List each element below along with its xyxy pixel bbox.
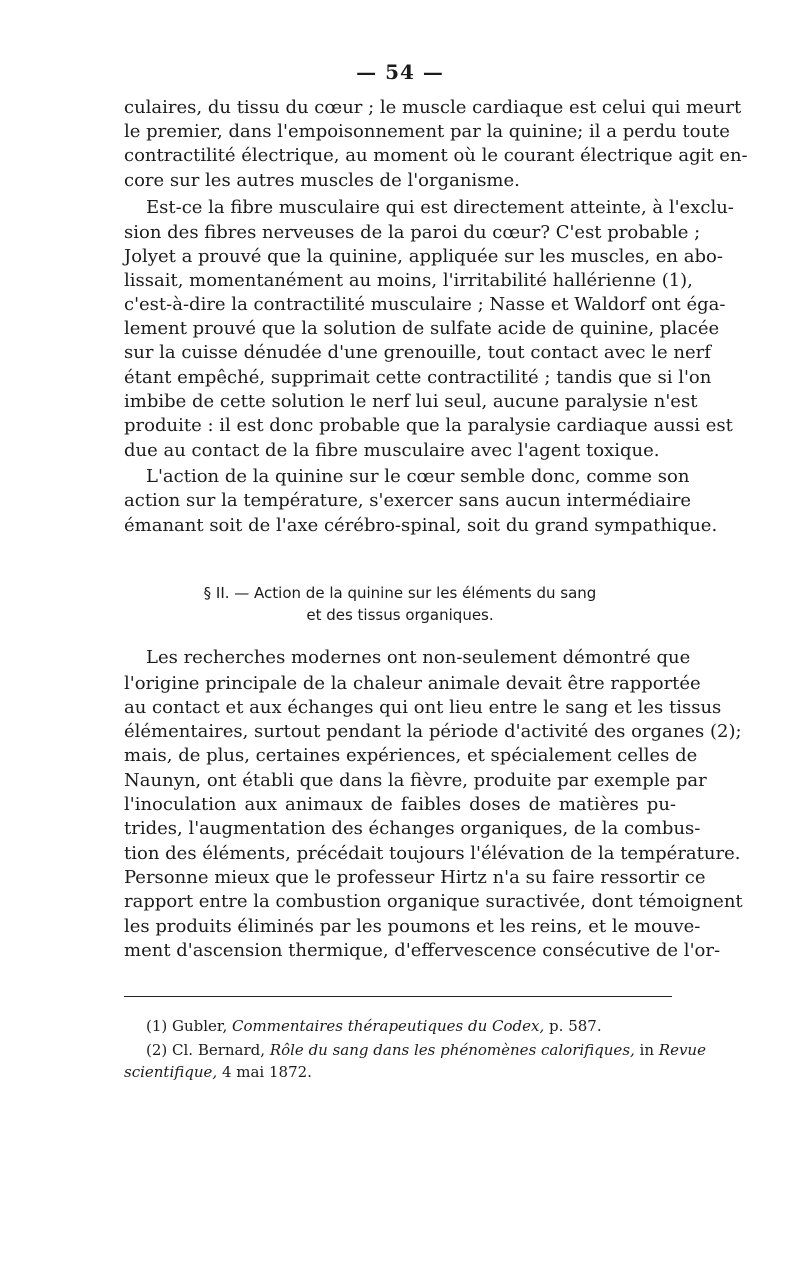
text-line: Est-ce la fibre musculaire qui est directement atteinte, à l'exclu- xyxy=(146,197,734,218)
section-heading-line-2: et des tissus organiques. xyxy=(306,606,494,624)
footnote-2 xyxy=(146,1040,706,1060)
text-line: sur la cuisse dénudée d'une grenouille, tout contact avec le nerf xyxy=(124,342,711,363)
footnote-2-journal-continued: scientifique, xyxy=(124,1063,218,1081)
footnote-1 xyxy=(146,1016,698,1036)
text-line: action sur la température, s'exercer sans aucun intermédiaire xyxy=(124,490,692,511)
footnote-2-rest: in xyxy=(634,1041,659,1059)
text-line: au contact et aux échanges qui ont lieu entre le sang et les tissus xyxy=(124,697,722,718)
footnote-2-date: 4 mai 1872. xyxy=(217,1063,312,1081)
text-line: élémentaires, surtout pendant la période d'activité des organes (2); xyxy=(124,721,742,742)
text-line: le premier, dans l'empoisonnement par la quinine; il a perdu toute xyxy=(124,121,730,142)
footnote-rule xyxy=(124,996,672,997)
text-line: tion des éléments, précédait toujours l'élévation de la température. xyxy=(124,843,741,864)
footnote-2-title: Rôle du sang dans les phénomènes calorifiques, xyxy=(269,1041,635,1059)
text-line: Personne mieux que le professeur Hirtz n'a su faire ressortir ce xyxy=(124,867,706,888)
text-line: l'origine principale de la chaleur animale devait être rapportée xyxy=(124,673,701,694)
footnote-2-continued xyxy=(124,1062,676,1082)
text-line: Les recherches modernes ont non-seulement démontré que xyxy=(146,647,691,668)
text-line: l'inoculation aux animaux de faibles doses de matières pu- xyxy=(124,794,676,815)
text-line: rapport entre la combustion organique suractivée, dont témoignent xyxy=(124,891,743,912)
text-line: émanant soit de l'axe cérébro-spinal, soit du grand sympathique. xyxy=(124,515,718,536)
text-line: ment d'ascension thermique, d'effervescence consécutive de l'or- xyxy=(124,940,721,961)
text-line: c'est-à-dire la contractilité musculaire ; Nasse et Waldorf ont éga- xyxy=(124,294,726,315)
footnote-1-rest: p. 587. xyxy=(544,1017,602,1035)
text-line: étant empêché, supprimait cette contractilité ; tandis que si l'on xyxy=(124,367,712,388)
text-line: imbibe de cette solution le nerf lui seul, aucune paralysie n'est xyxy=(124,391,698,412)
section-heading-line-1: § II. — Action de la quinine sur les éléments du sang xyxy=(203,584,597,602)
footnote-1-title: Commentaires thérapeutiques du Codex, xyxy=(232,1017,545,1035)
text-line: mais, de plus, certaines expériences, et spécialement celles de xyxy=(124,745,698,766)
text-line: Jolyet a prouvé que la quinine, appliquée sur les muscles, en abo- xyxy=(124,246,723,267)
text-line: core sur les autres muscles de l'organisme. xyxy=(124,170,520,191)
text-line: Naunyn, ont établi que dans la fièvre, produite par exemple par xyxy=(124,770,707,791)
text-line: les produits éliminés par les poumons et les reins, et le mouve- xyxy=(124,916,701,937)
footnote-2-journal: Revue xyxy=(658,1041,706,1059)
text-line: culaires, du tissu du cœur ; le muscle cardiaque est celui qui meurt xyxy=(124,97,742,118)
text-line: produite : il est donc probable que la paralysie cardiaque aussi est xyxy=(124,415,733,436)
footnote-1-mark: (1) Gubler, xyxy=(146,1017,232,1035)
text-line: contractilité électrique, au moment où le courant électrique agit en- xyxy=(124,145,748,166)
text-line: lement prouvé que la solution de sulfate acide de quinine, placée xyxy=(124,318,720,339)
footnote-2-mark: (2) Cl. Bernard, xyxy=(146,1041,270,1059)
page-number: — 54 — xyxy=(356,60,444,84)
text-line: sion des fibres nerveuses de la paroi du cœur? C'est probable ; xyxy=(124,222,701,243)
text-line: trides, l'augmentation des échanges organiques, de la combus- xyxy=(124,818,701,839)
text-line: L'action de la quinine sur le cœur semble donc, comme son xyxy=(146,466,690,487)
text-line: lissait, momentanément au moins, l'irritabilité hallérienne (1), xyxy=(124,270,693,291)
text-line: due au contact de la fibre musculaire avec l'agent toxique. xyxy=(124,440,660,461)
